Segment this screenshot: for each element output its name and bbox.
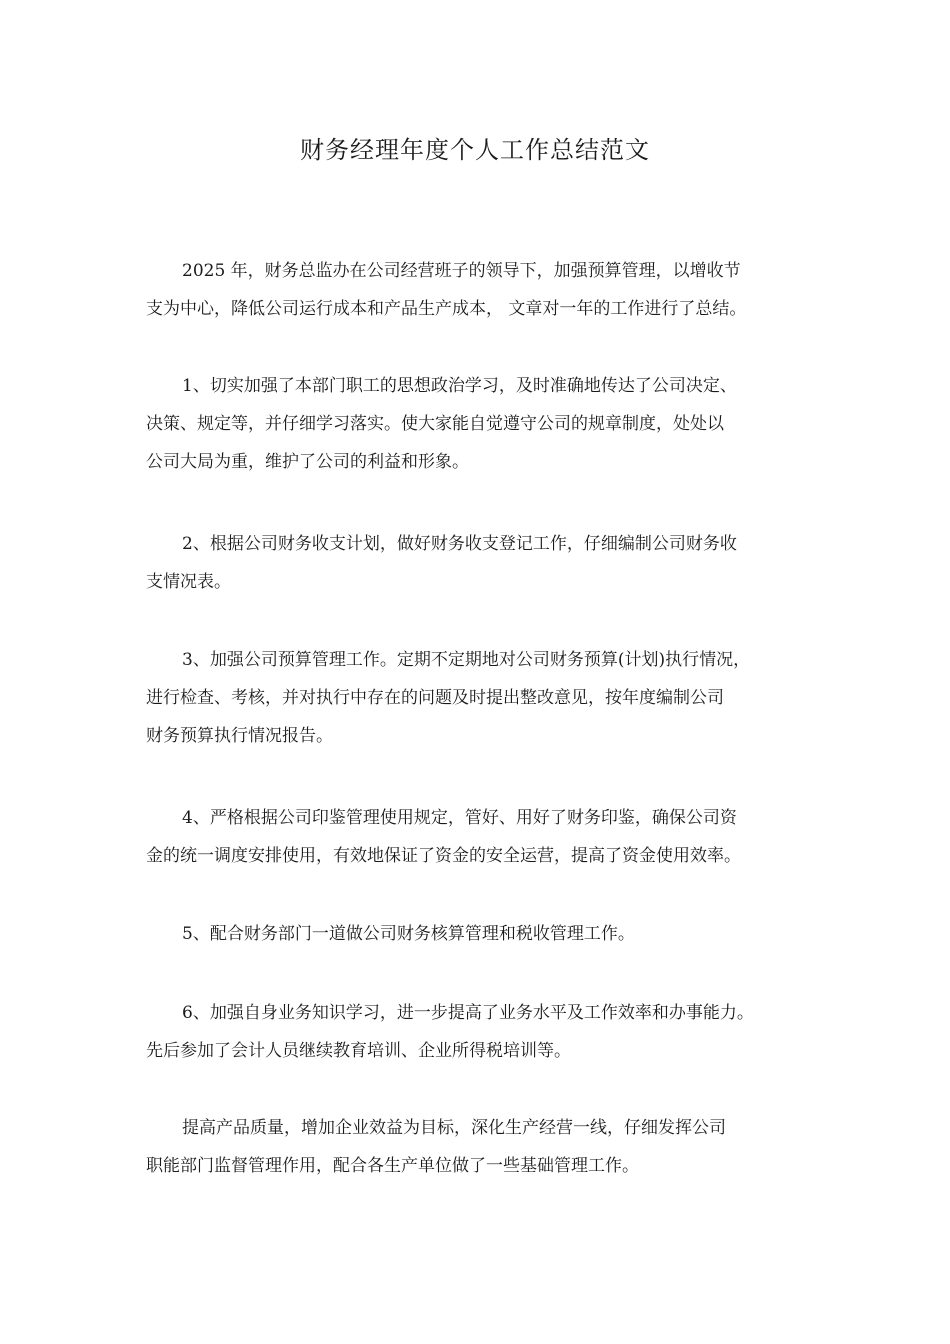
paragraph-line: 决策、规定等，并仔细学习落实。使大家能自觉遵守公司的规章制度，处处以: [146, 414, 724, 434]
paragraph-item-4: [146, 799, 826, 875]
paragraph-line: 职能部门监督管理作用，配合各生产单位做了一些基础管理工作。: [146, 1156, 639, 1176]
paragraph-line: 4、严格根据公司印鉴管理使用规定，管好、用好了财务印鉴，确保公司资: [182, 808, 737, 828]
paragraph-intro: [146, 252, 826, 328]
paragraph-item-5: [146, 915, 826, 953]
paragraph-item-2: [146, 525, 826, 601]
paragraph-line: 6、加强自身业务知识学习，进一步提高了业务水平及工作效率和办事能力。: [182, 1003, 754, 1023]
paragraph-line: 提高产品质量，增加企业效益为目标，深化生产经营一线，仔细发挥公司: [182, 1118, 726, 1138]
paragraph-line: 1、切实加强了本部门职工的思想政治学习，及时准确地传达了公司决定、: [182, 376, 737, 396]
paragraph-line: 金的统一调度安排使用，有效地保证了资金的安全运营，提高了资金使用效率。: [146, 846, 741, 866]
paragraph-item-3: [146, 641, 826, 755]
paragraph-line: 进行检查、考核，并对执行中存在的问题及时提出整改意见，按年度编制公司: [146, 688, 724, 708]
paragraph-line: 5、配合财务部门一道做公司财务核算管理和税收管理工作。: [182, 924, 635, 944]
paragraph-closing: [146, 1109, 826, 1185]
paragraph-line: 2025 年，财务总监办在公司经营班子的领导下，加强预算管理，以增收节: [182, 261, 741, 281]
paragraph-line: 财务预算执行情况报告。: [146, 726, 333, 746]
paragraph-line: 2、根据公司财务收支计划，做好财务收支登记工作，仔细编制公司财务收: [182, 534, 737, 554]
paragraph-item-1: [146, 367, 826, 481]
paragraph-line: 先后参加了会计人员继续教育培训、企业所得税培训等。: [146, 1041, 571, 1061]
document-title: 财务经理年度个人工作总结范文: [300, 136, 650, 164]
paragraph-item-6: [146, 994, 826, 1070]
paragraph-line: 支情况表。: [146, 572, 231, 592]
paragraph-line: 公司大局为重，维护了公司的利益和形象。: [146, 452, 469, 472]
paragraph-line: 支为中心，降低公司运行成本和产品生产成本， 文章对一年的工作进行了总结。: [146, 299, 747, 319]
paragraph-line: 3、加强公司预算管理工作。定期不定期地对公司财务预算(计划)执行情况，: [182, 650, 751, 670]
